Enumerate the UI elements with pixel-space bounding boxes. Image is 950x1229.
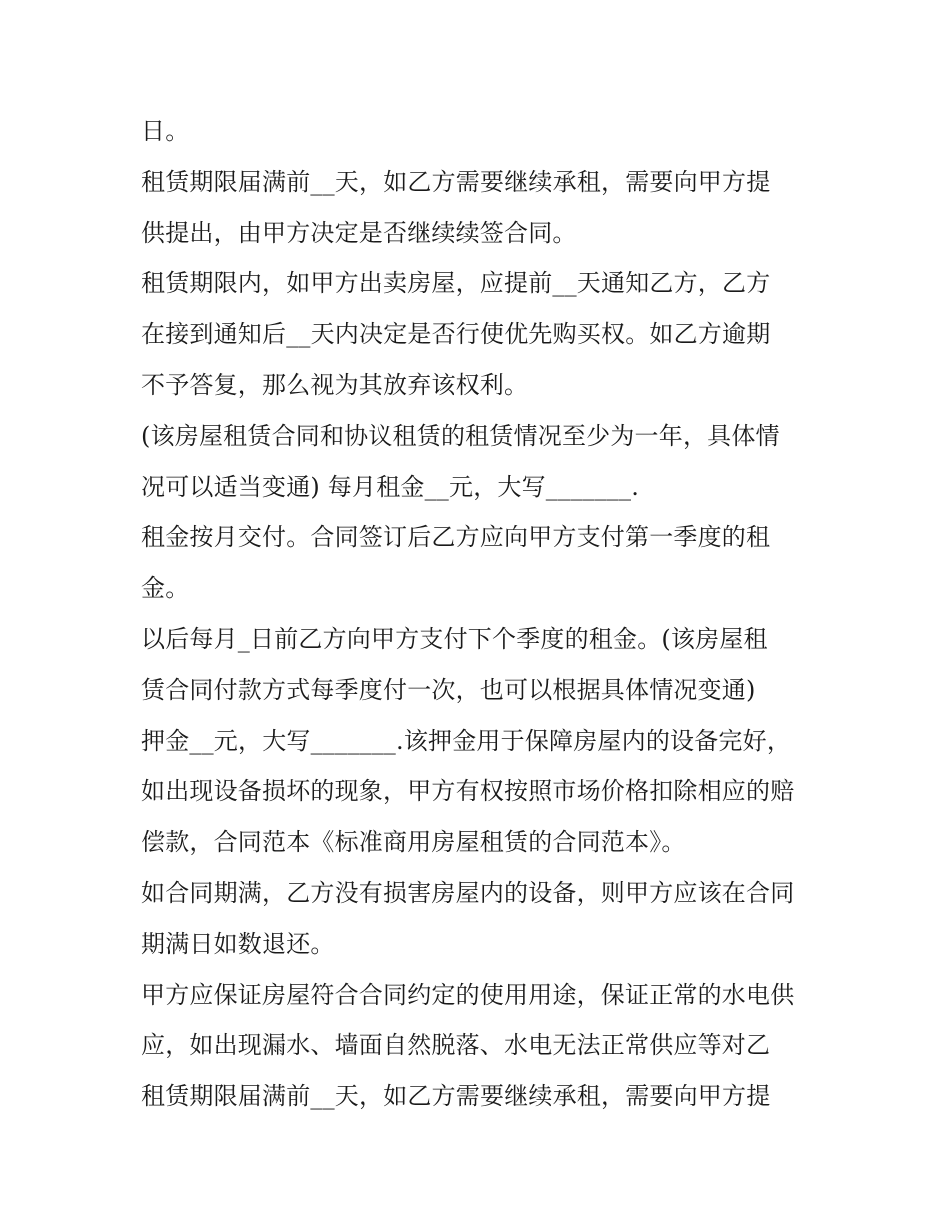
text-line: 如出现设备损坏的现象，甲方有权按照市场价格扣除相应的赔: [141, 777, 795, 806]
text-line: 押金__元，大写_______.该押金用于保障房屋内的设备完好，: [141, 726, 792, 755]
text-line: 在接到通知后__天内决定是否行使优先购买权。如乙方逾期: [141, 320, 771, 349]
text-line: 期满日如数退还。: [141, 929, 335, 958]
text-line: (该房屋租赁合同和协议租赁的租赁情况至少为一年，具体情: [141, 421, 780, 450]
text-line: 赁合同付款方式每季度付一次，也可以根据具体情况变通): [141, 675, 756, 704]
text-line: 如合同期满，乙方没有损害房屋内的设备，则甲方应该在合同: [141, 878, 795, 907]
text-line: 租金按月交付。合同签订后乙方应向甲方支付第一季度的租: [141, 523, 771, 552]
text-line: 应，如出现漏水、墙面自然脱落、水电无法正常供应等对乙: [141, 1031, 771, 1060]
text-line: 甲方应保证房屋符合合同约定的使用用途，保证正常的水电供: [141, 980, 795, 1009]
text-line: 日。: [141, 117, 190, 145]
text-line: 供提出，由甲方决定是否继续续签合同。: [141, 218, 577, 247]
text-line: 租赁期限届满前__天，如乙方需要继续承租，需要向甲方提: [141, 1082, 771, 1111]
text-line: 不予答复，那么视为其放弃该权利。: [141, 370, 529, 399]
text-line: 以后每月_日前乙方向甲方支付下个季度的租金。(该房屋租: [141, 624, 768, 653]
text-line: 租赁期限届满前__天，如乙方需要继续承租，需要向甲方提: [141, 167, 771, 196]
text-line: 租赁期限内，如甲方出卖房屋，应提前__天通知乙方，乙方: [141, 269, 771, 298]
text-line: 偿款，合同范本《标准商用房屋租赁的合同范本》。: [141, 828, 686, 857]
text-line: 况可以适当变通) 每月租金__元，大写_______.: [141, 472, 640, 501]
document-body: [141, 106, 821, 1122]
text-line: 金。: [141, 574, 190, 603]
